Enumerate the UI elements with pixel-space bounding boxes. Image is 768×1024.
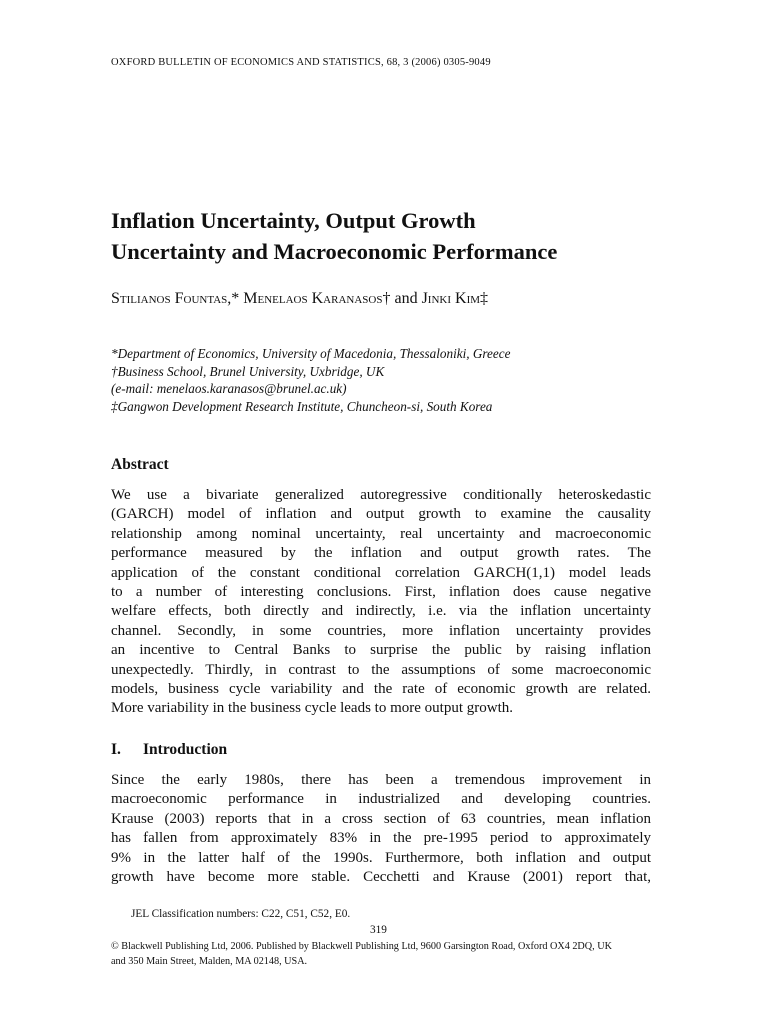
author-last-name: Fountas bbox=[174, 290, 228, 307]
copyright-notice bbox=[111, 940, 656, 969]
page-number: 319 bbox=[370, 924, 387, 936]
title-line: Uncertainty and Macroeconomic Performance bbox=[111, 239, 558, 264]
author-first-name: Jinki bbox=[421, 290, 452, 307]
author-conjunction: and bbox=[394, 290, 418, 307]
body-line: Krause (2003) reports that in a cross section of 63 countries, mean inflation bbox=[111, 810, 651, 827]
author-first-name: Stilianos bbox=[111, 290, 171, 307]
author-mark: ,* bbox=[227, 290, 240, 307]
body-line: macroeconomic performance in industrialized and developing countries. bbox=[111, 791, 651, 808]
copyright-line: © Blackwell Publishing Ltd, 2006. Published by Blackwell Publishing Ltd, 9600 Garsington Road, Oxford OX4 2DQ, UK bbox=[111, 941, 612, 952]
abstract-line: channel. Secondly, in some countries, more inflation uncertainty provides bbox=[111, 622, 651, 639]
abstract-line: welfare effects, both directly and indirectly, i.e. via the inflation uncertainty bbox=[111, 603, 651, 620]
paper-title bbox=[111, 205, 671, 267]
abstract-line: an incentive to Central Banks to surprise the public by raising inflation bbox=[111, 642, 651, 659]
section-title: Introduction bbox=[143, 741, 228, 758]
section-number: I. bbox=[111, 741, 121, 758]
affiliation-line: †Business School, Brunel University, Uxbridge, UK bbox=[111, 363, 385, 379]
author-last-name: Kim bbox=[455, 290, 481, 307]
affiliations bbox=[111, 345, 510, 415]
affiliation-line: (e-mail: menelaos.karanasos@brunel.ac.uk) bbox=[111, 381, 347, 396]
body-line: has fallen from approximately 83% in the pre-1995 period to approximately bbox=[111, 830, 651, 847]
body-line: growth have become more stable. Cecchetti and Krause (2001) report that, bbox=[111, 869, 651, 886]
abstract-heading: Abstract bbox=[111, 456, 169, 473]
section-heading-introduction bbox=[111, 741, 227, 759]
author-last-name: Karanasos bbox=[311, 290, 383, 307]
running-head: OXFORD BULLETIN OF ECONOMICS AND STATISTICS, 68, 3 (2006) 0305-9049 bbox=[111, 57, 491, 68]
abstract-line: to a number of interesting conclusions. First, inflation does cause negative bbox=[111, 584, 651, 601]
affiliation-line: ‡Gangwon Development Research Institute, Chuncheon-si, South Korea bbox=[111, 398, 493, 414]
abstract-line: relationship among nominal uncertainty, real uncertainty and macroeconomic bbox=[111, 525, 651, 542]
abstract-line: models, business cycle variability and the rate of economic growth are related. bbox=[111, 681, 651, 698]
jel-classification: JEL Classification numbers: C22, C51, C52, E0. bbox=[131, 908, 351, 920]
abstract-line: (GARCH) model of inflation and output growth to examine the causality bbox=[111, 506, 651, 523]
abstract-line: We use a bivariate generalized autoregressive conditionally heteroskedastic bbox=[111, 487, 651, 503]
body-line: Since the early 1980s, there has been a tremendous improvement in bbox=[111, 772, 651, 788]
title-line: Inflation Uncertainty, Output Growth bbox=[111, 208, 476, 233]
author-mark: † bbox=[382, 290, 391, 307]
abstract-line: application of the constant conditional correlation GARCH(1,1) model leads bbox=[111, 564, 651, 581]
introduction-body bbox=[111, 771, 651, 887]
affiliation-line: *Department of Economics, University of Macedonia, Thessaloniki, Greece bbox=[111, 346, 511, 361]
author-first-name: Menelaos bbox=[243, 290, 308, 307]
copyright-line: and 350 Main Street, Malden, MA 02148, USA. bbox=[111, 955, 308, 967]
abstract-line: unexpectedly. Thirdly, in contrast to the assumptions of some macroeconomic bbox=[111, 661, 651, 678]
abstract-line: performance measured by the inflation and output growth rates. The bbox=[111, 545, 651, 562]
body-line: 9% in the latter half of the 1990s. Furthermore, both inflation and output bbox=[111, 849, 651, 866]
author-list bbox=[111, 290, 488, 308]
author-mark: ‡ bbox=[480, 290, 489, 307]
abstract-line: More variability in the business cycle leads to more output growth. bbox=[111, 700, 513, 717]
abstract-body bbox=[111, 486, 651, 719]
